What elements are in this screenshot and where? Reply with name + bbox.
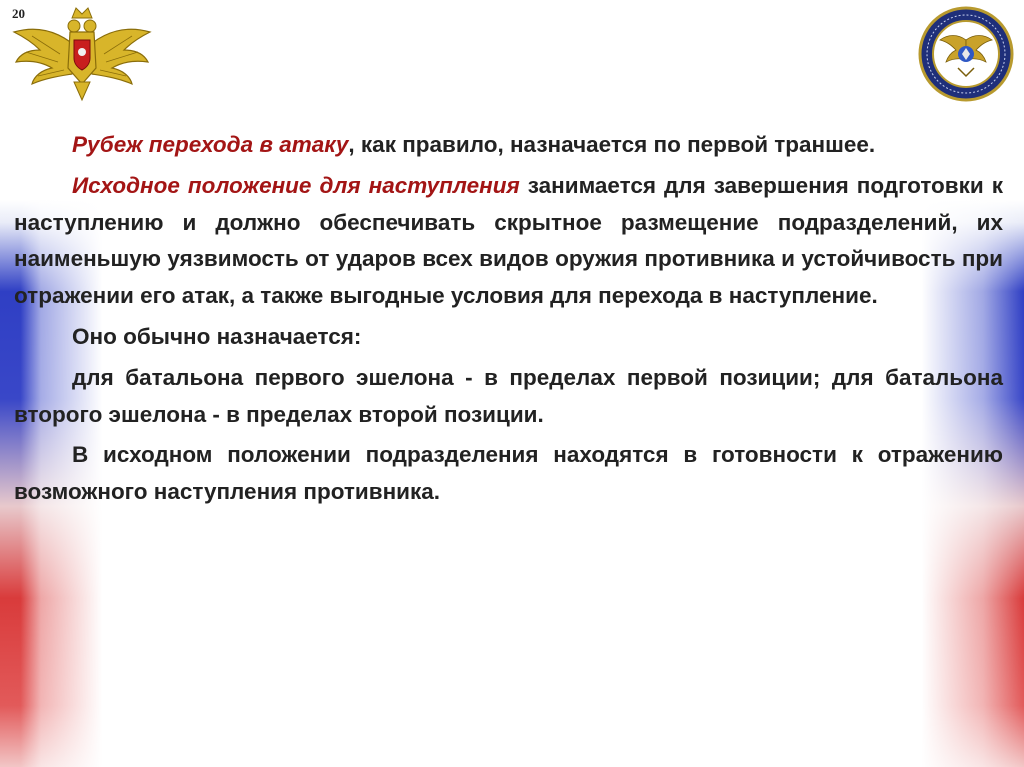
institute-seal-icon <box>918 6 1014 102</box>
term-attack-line: Рубеж перехода в атаку <box>72 132 349 157</box>
paragraph-initial-position <box>14 168 1003 315</box>
paragraph-text: , как правило, назначается по первой траншее. <box>348 132 876 157</box>
paragraph-text: для батальона первого эшелона - в пределах первой позиции; для батальона второго эшелона - в пределах второй позиции. <box>14 364 1003 427</box>
slide-text <box>14 127 1003 515</box>
term-initial-position: Исходное положение для наступления <box>72 172 520 198</box>
paragraph-readiness <box>14 437 1003 511</box>
paragraph-text: Оно обычно назначается: <box>72 323 362 349</box>
eagle-emblem-icon <box>12 4 152 104</box>
paragraph-attack-line <box>14 127 1003 164</box>
page-number: 20 <box>12 6 25 21</box>
paragraph-usually-assigned <box>14 319 1003 356</box>
paragraph-text: В исходном положении подразделения находятся в готовности к отражению возможного наступления противника. <box>14 442 1003 505</box>
paragraph-text: занимается для завершения подготовки к наступлению и должно обеспечивать скрытное размещение подразделений, их наименьшую уязвимость от ударов всех видов оружия противника и устойчивость при отражении его атак, а также выгодные условия для перехода в наступление. <box>14 172 1003 309</box>
paragraph-battalions <box>14 360 1003 434</box>
